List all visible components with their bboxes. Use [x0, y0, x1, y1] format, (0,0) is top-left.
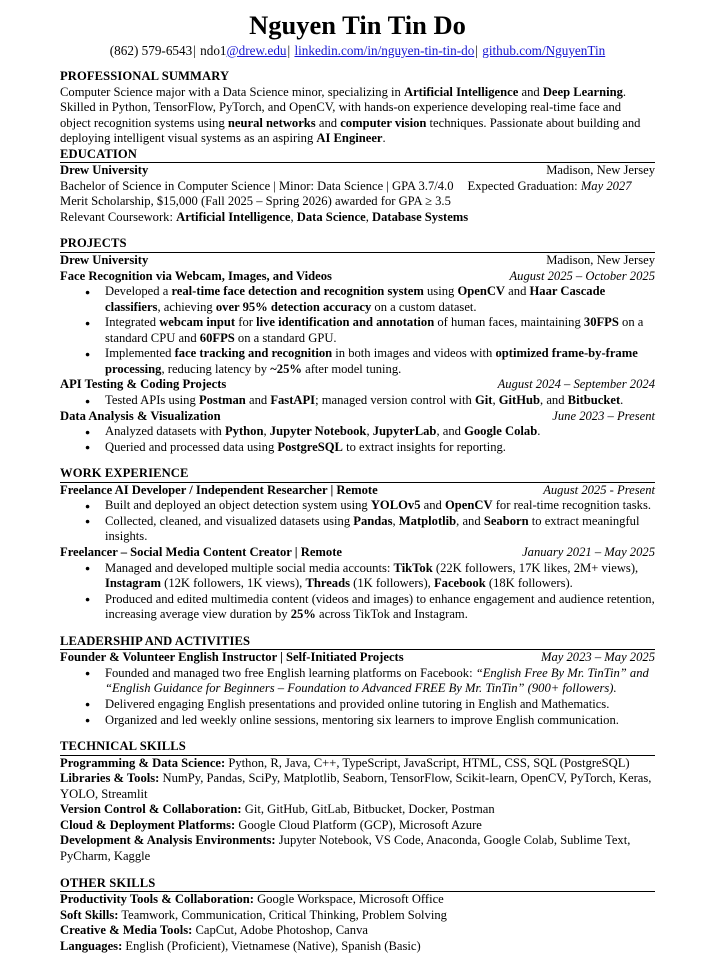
- bullet-text: , and: [436, 424, 465, 439]
- bullet-bold: TikTok: [393, 560, 433, 575]
- education-scholarship: Merit Scholarship, $15,000 (Fall 2025 – Spring 2026) awarded for GPA ≥ 3.5: [60, 194, 451, 209]
- bullet-text: , and: [540, 393, 568, 408]
- bullet-text: (1K followers),: [350, 576, 434, 591]
- spacer: [60, 455, 655, 466]
- tech-skill-row: [60, 833, 655, 864]
- project-dates: August 2024 – September 2024: [497, 377, 655, 392]
- project-bullet-list: [60, 393, 655, 409]
- bullet-text: in both images and videos with: [332, 346, 496, 361]
- education-location: Madison, New Jersey: [546, 163, 655, 178]
- bullet-text: to extract insights for reporting.: [342, 439, 506, 454]
- bullet-bold: Google Colab: [464, 424, 538, 439]
- bullet-text: for: [235, 315, 257, 330]
- project-name: Face Recognition via Webcam, Images, and Videos: [60, 268, 332, 283]
- projects-org-location: Madison, New Jersey: [546, 253, 655, 268]
- section-header-projects: PROJECTS: [60, 236, 127, 251]
- other-skill-label: Creative & Media Tools:: [60, 923, 193, 938]
- bullet-bold: optimized frame-by-frame processing: [105, 346, 638, 376]
- bullet-text: Queried and processed data using: [105, 439, 278, 454]
- work-title-row: [60, 545, 655, 561]
- other-skill-label: Productivity Tools & Collaboration:: [60, 892, 254, 907]
- education-graduation-label: Expected Graduation:: [467, 178, 581, 193]
- work-bullet-list: [60, 561, 655, 623]
- summary-paragraph: [60, 85, 655, 147]
- other-skill-label: Soft Skills:: [60, 907, 119, 922]
- project-title-row: [60, 269, 655, 285]
- leadership-role: Founder & Volunteer English Instructor | Self-Initiated Projects: [60, 650, 404, 665]
- bullet-bold: GitHub: [498, 393, 541, 408]
- tech-skill-row: [60, 802, 655, 818]
- work-dates: August 2025 - Present: [543, 482, 655, 497]
- bullet-text: Delivered engaging English presentations and provided online tutoring in English and Mathematics.: [105, 696, 610, 711]
- bullet-text: and: [420, 498, 445, 513]
- spacer: [60, 61, 655, 69]
- page-title: Nguyen Tin Tin Do: [249, 10, 466, 40]
- tech-skill-label: Libraries & Tools:: [60, 771, 160, 786]
- bullet-bold: Git: [474, 393, 493, 408]
- tech-skill-label: Development & Analysis Environments:: [60, 833, 276, 848]
- bullet-text: Managed and developed multiple social media accounts:: [105, 560, 394, 575]
- bullet-bold: 25%: [290, 607, 316, 622]
- bullet-text: after model tuning.: [301, 361, 402, 376]
- bullet-bold: FastAPI: [270, 393, 316, 408]
- project-name: API Testing & Coding Projects: [60, 377, 227, 392]
- project-bullet-list: [60, 284, 655, 377]
- tech-skill-row: [60, 756, 655, 772]
- spacer: [60, 225, 655, 236]
- work-title-row: [60, 483, 655, 499]
- education-degree: Bachelor of Science in Computer Science | Minor: Data Science | GPA 3.7/4.0: [60, 178, 454, 193]
- work-role: Freelancer – Social Media Content Creator | Remote: [60, 545, 342, 559]
- bullet-bold: OpenCV: [457, 284, 506, 299]
- other-skill-row: [60, 908, 655, 924]
- contact-separator-1: |: [193, 42, 196, 58]
- bullet-bold: Bitbucket: [567, 393, 621, 408]
- tech-skill-value: NumPy, Pandas, SciPy, Matplotlib, Seaborn, TensorFlow, Scikit-learn, OpenCV, PyTorch, Keras, YOLO, Streamlit: [60, 771, 652, 801]
- bullet-bold: OpenCV: [445, 498, 493, 513]
- summary-text-4: and: [315, 115, 341, 130]
- project-bullet-list: [60, 424, 655, 455]
- bullet-text: Collected, cleaned, and visualized datasets using: [105, 513, 354, 528]
- email-link[interactable]: @drew.edu: [226, 42, 287, 58]
- list-item: [60, 315, 655, 346]
- bullet-bold: YOLOv5: [370, 498, 421, 513]
- section-header-summary: PROFESSIONAL SUMMARY: [60, 68, 230, 83]
- spacer: [60, 623, 655, 634]
- bullet-text: on a custom dataset.: [371, 299, 477, 314]
- list-item: [60, 393, 655, 409]
- project-dates: June 2023 – Present: [552, 408, 655, 423]
- bullet-bold: 30FPS: [583, 315, 619, 330]
- linkedin-link[interactable]: linkedin.com/in/nguyen-tin-tin-do: [294, 42, 475, 58]
- list-item: [60, 514, 655, 545]
- tech-skill-label: Programming & Data Science:: [60, 755, 226, 770]
- summary-text-5: techniques. Passionate about building and deploying intelligent visual systems as an aspiring: [60, 115, 641, 146]
- bullet-text: ,: [263, 424, 270, 439]
- other-skill-value: CapCut, Adobe Photoshop, Canva: [192, 923, 368, 938]
- list-item: [60, 346, 655, 377]
- list-item: [60, 697, 655, 713]
- education-coursework-label: Relevant Coursework:: [60, 209, 177, 224]
- spacer: [60, 865, 655, 876]
- section-header-leadership: LEADERSHIP AND ACTIVITIES: [60, 633, 251, 648]
- list-item: [60, 424, 655, 440]
- education-course-2: Data Science: [296, 209, 366, 224]
- summary-bold-3: neural networks: [227, 115, 316, 130]
- bullet-bold: face tracking and recognition: [174, 346, 333, 361]
- bullet-text: (18K followers).: [485, 576, 573, 591]
- bullet-text: across TikTok and Instagram.: [315, 607, 468, 622]
- other-skill-value: Teamwork, Communication, Critical Thinking, Problem Solving: [118, 907, 447, 922]
- bullet-bold: real-time face detection and recognition system: [171, 284, 424, 299]
- project-dates: August 2025 – October 2025: [509, 268, 655, 283]
- education-org-row: [60, 163, 655, 179]
- bullet-bold: Haar Cascade classifiers: [105, 284, 606, 314]
- bullet-text: ,: [492, 393, 499, 408]
- bullet-text: ,: [392, 513, 399, 528]
- summary-bold-5: AI Engineer: [316, 131, 383, 146]
- bullet-bold: Jupyter Notebook: [269, 424, 367, 439]
- project-name: Data Analysis & Visualization: [60, 408, 221, 423]
- bullet-text: Founded and managed two free English learning platforms on Facebook:: [105, 665, 476, 680]
- work-bullet-list: [60, 498, 655, 545]
- contact-separator-2: |: [287, 42, 291, 58]
- other-skill-label: Languages:: [60, 938, 123, 953]
- bullet-text: ; managed version control with: [315, 393, 475, 408]
- bullet-bold: 60FPS: [199, 330, 235, 345]
- other-skill-value: Google Workspace, Microsoft Office: [253, 892, 444, 907]
- github-link[interactable]: github.com/NguyenTin: [482, 42, 606, 58]
- projects-org-row: [60, 253, 655, 269]
- bullet-text: .: [537, 424, 541, 439]
- list-item: [60, 561, 655, 592]
- bullet-text: .: [620, 393, 624, 408]
- project-title-row: [60, 409, 655, 425]
- education-graduation: [468, 179, 632, 195]
- bullet-text: of human faces, maintaining: [434, 315, 584, 330]
- bullet-text: , reducing latency by: [161, 361, 271, 376]
- summary-text-2: and: [518, 84, 543, 99]
- summary-bold-1: Artificial Intelligence: [403, 84, 519, 99]
- bullet-text: and: [245, 393, 271, 408]
- bullet-text: Integrated: [105, 315, 160, 330]
- bullet-bold: PostgreSQL: [277, 439, 343, 454]
- contact-separator-3: |: [475, 42, 478, 58]
- education-coursework: [60, 210, 655, 226]
- section-header-other-skills: OTHER SKILLS: [60, 875, 156, 890]
- list-item: [60, 498, 655, 514]
- summary-text-6: .: [382, 131, 386, 146]
- leadership-title-row: [60, 650, 655, 666]
- tech-skill-label: Cloud & Deployment Platforms:: [60, 817, 236, 832]
- other-skill-row: [60, 923, 655, 939]
- bullet-bold: Postman: [198, 393, 246, 408]
- other-skill-row: [60, 939, 655, 954]
- education-school: Drew University: [60, 163, 149, 178]
- tech-skill-row: [60, 818, 655, 834]
- list-item: [60, 666, 655, 697]
- bullet-text: for real-time recognition tasks.: [492, 498, 652, 513]
- bullet-text: on a standard GPU.: [234, 330, 337, 345]
- bullet-text: ,: [366, 424, 373, 439]
- bullet-text: using: [423, 284, 458, 299]
- spacer: [454, 179, 468, 195]
- list-item: [60, 592, 655, 623]
- bullet-bold: Python: [224, 424, 264, 439]
- tech-skill-label: Version Control & Collaboration:: [60, 802, 242, 817]
- summary-bold-4: computer vision: [340, 115, 427, 130]
- bullet-bold: over 95% detection accuracy: [215, 299, 372, 314]
- bullet-bold: Instagram: [105, 576, 161, 591]
- summary-text-1: Computer Science major with a Data Science minor, specializing in: [60, 84, 404, 99]
- spacer: [60, 728, 655, 739]
- section-header-work: WORK EXPERIENCE: [60, 466, 189, 481]
- section-header-education: EDUCATION: [60, 146, 137, 161]
- phone-number: (862) 579-6543: [109, 42, 193, 58]
- bullet-bold: JupyterLab: [372, 424, 437, 439]
- bullet-italic: “English Free By Mr. TinTin” and “English Guidance for Beginners – Foundation to Advanced FREE By Mr. TinTin” (900+ followers).: [105, 665, 649, 696]
- bullet-bold: ~25%: [270, 361, 302, 376]
- summary-text-3: . Skilled in Python, TensorFlow, PyTorch, and OpenCV, with hands-on experience developing real-time face and object recognition systems using: [60, 84, 627, 130]
- bullet-text: (22K followers, 17K likes, 2M+ views),: [432, 560, 639, 575]
- bullet-text: Produced and edited multimedia content (videos and images) to enhance engagement and audience retention, increasing average view duration by: [105, 591, 655, 622]
- bullet-bold: Pandas: [353, 513, 393, 528]
- list-item: [60, 440, 655, 456]
- bullet-text: on a standard CPU and: [105, 315, 644, 345]
- bullet-text: Analyzed datasets with: [105, 424, 225, 439]
- bullet-text: Organized and led weekly online sessions, mentoring six learners to improve English communication.: [105, 712, 619, 727]
- separator: ,: [365, 209, 372, 224]
- summary-bold-2: Deep Learning: [542, 84, 623, 99]
- education-course-3: Database Systems: [371, 209, 469, 224]
- project-title-row: [60, 377, 655, 393]
- leadership-dates: May 2023 – May 2025: [540, 650, 655, 665]
- bullet-text: Developed a: [105, 284, 172, 299]
- bullet-text: to extract meaningful insights.: [105, 513, 640, 544]
- bullet-text: Implemented: [105, 346, 175, 361]
- tech-skill-value: Jupyter Notebook, VS Code, Anaconda, Google Colab, Sublime Text, PyCharm, Kaggle: [60, 833, 631, 863]
- bullet-text: , achieving: [157, 299, 216, 314]
- tech-skill-value: Python, R, Java, C++, TypeScript, JavaScript, HTML, CSS, SQL (PostgreSQL): [225, 755, 630, 770]
- tech-skill-row: [60, 771, 655, 802]
- bullet-bold: Threads: [305, 576, 350, 591]
- separator: ,: [290, 209, 297, 224]
- bullet-text: Built and deployed an object detection system using: [105, 498, 371, 513]
- email-user: ndo1: [200, 42, 227, 58]
- other-skill-value: English (Proficient), Vietnamese (Native), Spanish (Basic): [122, 938, 421, 953]
- bullet-text: , and: [456, 513, 484, 528]
- education-graduation-date: May 2027: [580, 178, 632, 193]
- other-skill-row: [60, 892, 655, 908]
- projects-org: Drew University: [60, 253, 149, 268]
- work-role: Freelance AI Developer / Independent Researcher | Remote: [60, 482, 378, 497]
- tech-skill-value: Git, GitHub, GitLab, Bitbucket, Docker, Postman: [241, 802, 495, 817]
- bullet-text: Tested APIs using: [105, 393, 199, 408]
- bullet-text: (12K followers, 1K views),: [160, 576, 306, 591]
- bullet-bold: webcam input: [159, 315, 236, 330]
- work-dates: January 2021 – May 2025: [522, 545, 655, 559]
- bullet-bold: live identification and annotation: [256, 315, 435, 330]
- education-degree-row: [60, 179, 655, 195]
- section-header-tech-skills: TECHNICAL SKILLS: [60, 739, 186, 754]
- tech-skill-value: Google Cloud Platform (GCP), Microsoft Azure: [235, 817, 482, 832]
- bullet-text: and: [505, 284, 530, 299]
- contact-line: [60, 42, 655, 59]
- leadership-bullet-list: [60, 666, 655, 728]
- bullet-bold: Facebook: [433, 576, 486, 591]
- list-item: [60, 713, 655, 729]
- education-course-1: Artificial Intelligence: [176, 209, 291, 224]
- list-item: [60, 284, 655, 315]
- bullet-bold: Matplotlib: [398, 513, 457, 528]
- bullet-bold: Seaborn: [483, 513, 529, 528]
